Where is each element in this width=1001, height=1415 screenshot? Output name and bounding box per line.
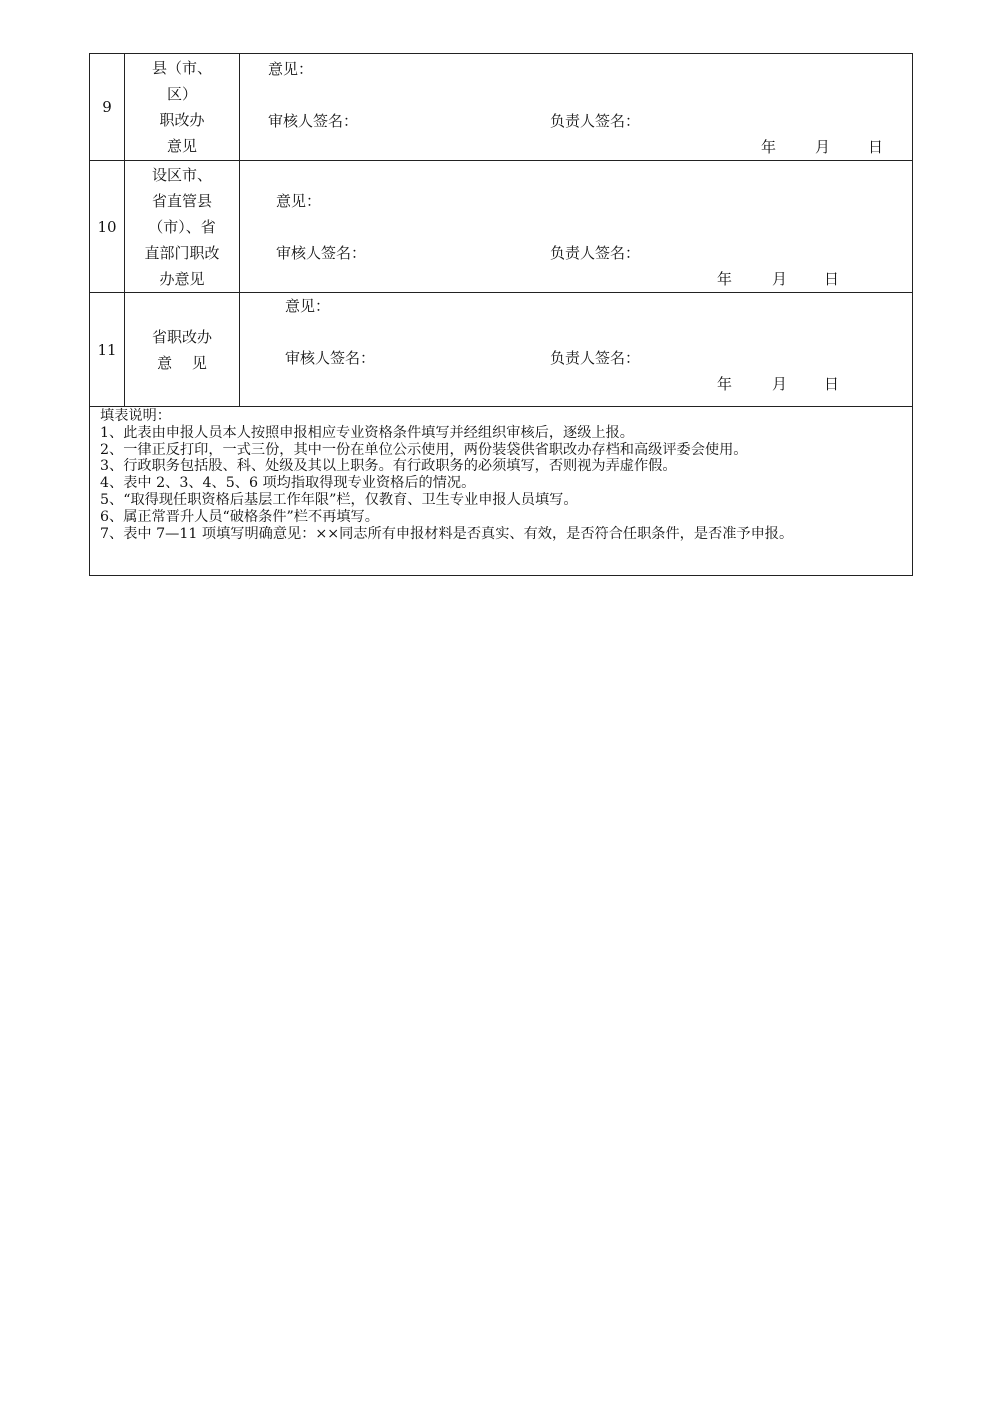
instruction-item: 5、“取得现任职资格后基层工作年限”栏，仅教育、卫生专业申报人员填写。: [100, 491, 578, 508]
month-label: 月: [815, 138, 831, 156]
instruction-item: 7、表中 7—11 项填写明确意见：××同志所有申报材料是否真实、有效，是否符合任职条件，是否准予申报。: [100, 525, 794, 542]
row-label-line: 意见: [166, 137, 197, 155]
reviewer-signature-label: 审核人签名：: [276, 244, 367, 262]
row-label: [125, 161, 240, 292]
row-label-line: 县（市、: [151, 59, 212, 77]
opinion-cell[interactable]: [240, 293, 912, 406]
row-label-line: 职改办: [159, 111, 205, 129]
instruction-item: 6、属正常晋升人员“破格条件”栏不再填写。: [100, 508, 379, 525]
row-label-line: 省直管县: [151, 191, 212, 210]
reviewer-signature-label: 审核人签名：: [268, 112, 359, 130]
opinion-label: 意见：: [268, 60, 314, 78]
opinion-label: 意见：: [285, 297, 331, 315]
review-opinion-table: [89, 53, 913, 576]
day-label: 日: [824, 375, 840, 393]
row-label-line: 省职改办: [151, 327, 212, 346]
instruction-item: 4、表中 2、3、4、5、6 项均指取得现专业资格后的情况。: [100, 475, 476, 492]
row-number: 10: [90, 161, 125, 292]
row-label-line: （市）、省: [148, 217, 216, 236]
instruction-item: 3、行政职务包括股、科、处级及其以上职务。有行政职务的必须填写，否则视为弄虚作假。: [100, 458, 677, 475]
opinion-cell[interactable]: [240, 161, 912, 292]
month-label: 月: [772, 270, 788, 288]
row-label-line: 区）: [166, 85, 197, 103]
row-label-line: 意 见: [157, 353, 207, 372]
reviewer-signature-label: 审核人签名：: [285, 349, 376, 367]
month-label: 月: [772, 375, 788, 393]
leader-signature-label: 负责人签名：: [550, 349, 641, 367]
table-row-11: [90, 293, 912, 407]
day-label: 日: [824, 270, 840, 288]
year-label: 年: [717, 270, 733, 288]
day-label: 日: [868, 138, 884, 156]
row-label-line: 办意见: [159, 269, 205, 288]
opinion-cell[interactable]: [240, 54, 912, 160]
opinion-label: 意见：: [276, 192, 322, 210]
year-label: 年: [761, 138, 777, 156]
year-label: 年: [717, 375, 733, 393]
form-instructions: [90, 407, 912, 575]
row-label: [125, 293, 240, 406]
table-row-10: [90, 161, 912, 293]
instructions-title: 填表说明：: [100, 408, 171, 424]
row-label: [125, 54, 240, 160]
leader-signature-label: 负责人签名：: [550, 112, 641, 130]
row-number: 11: [90, 293, 125, 406]
row-label-line: 直部门职改: [144, 243, 220, 262]
instruction-item: 2、一律正反打印，一式三份，其中一份在单位公示使用，两份装袋供省职改办存档和高级评委会使用。: [100, 441, 748, 458]
leader-signature-label: 负责人签名：: [550, 244, 641, 262]
row-label-line: 设区市、: [151, 165, 212, 184]
table-row-9: [90, 54, 912, 161]
instruction-item: 1、此表由申报人员本人按照申报相应专业资格条件填写并经组织审核后，逐级上报。: [100, 424, 634, 441]
row-number: 9: [90, 54, 125, 160]
